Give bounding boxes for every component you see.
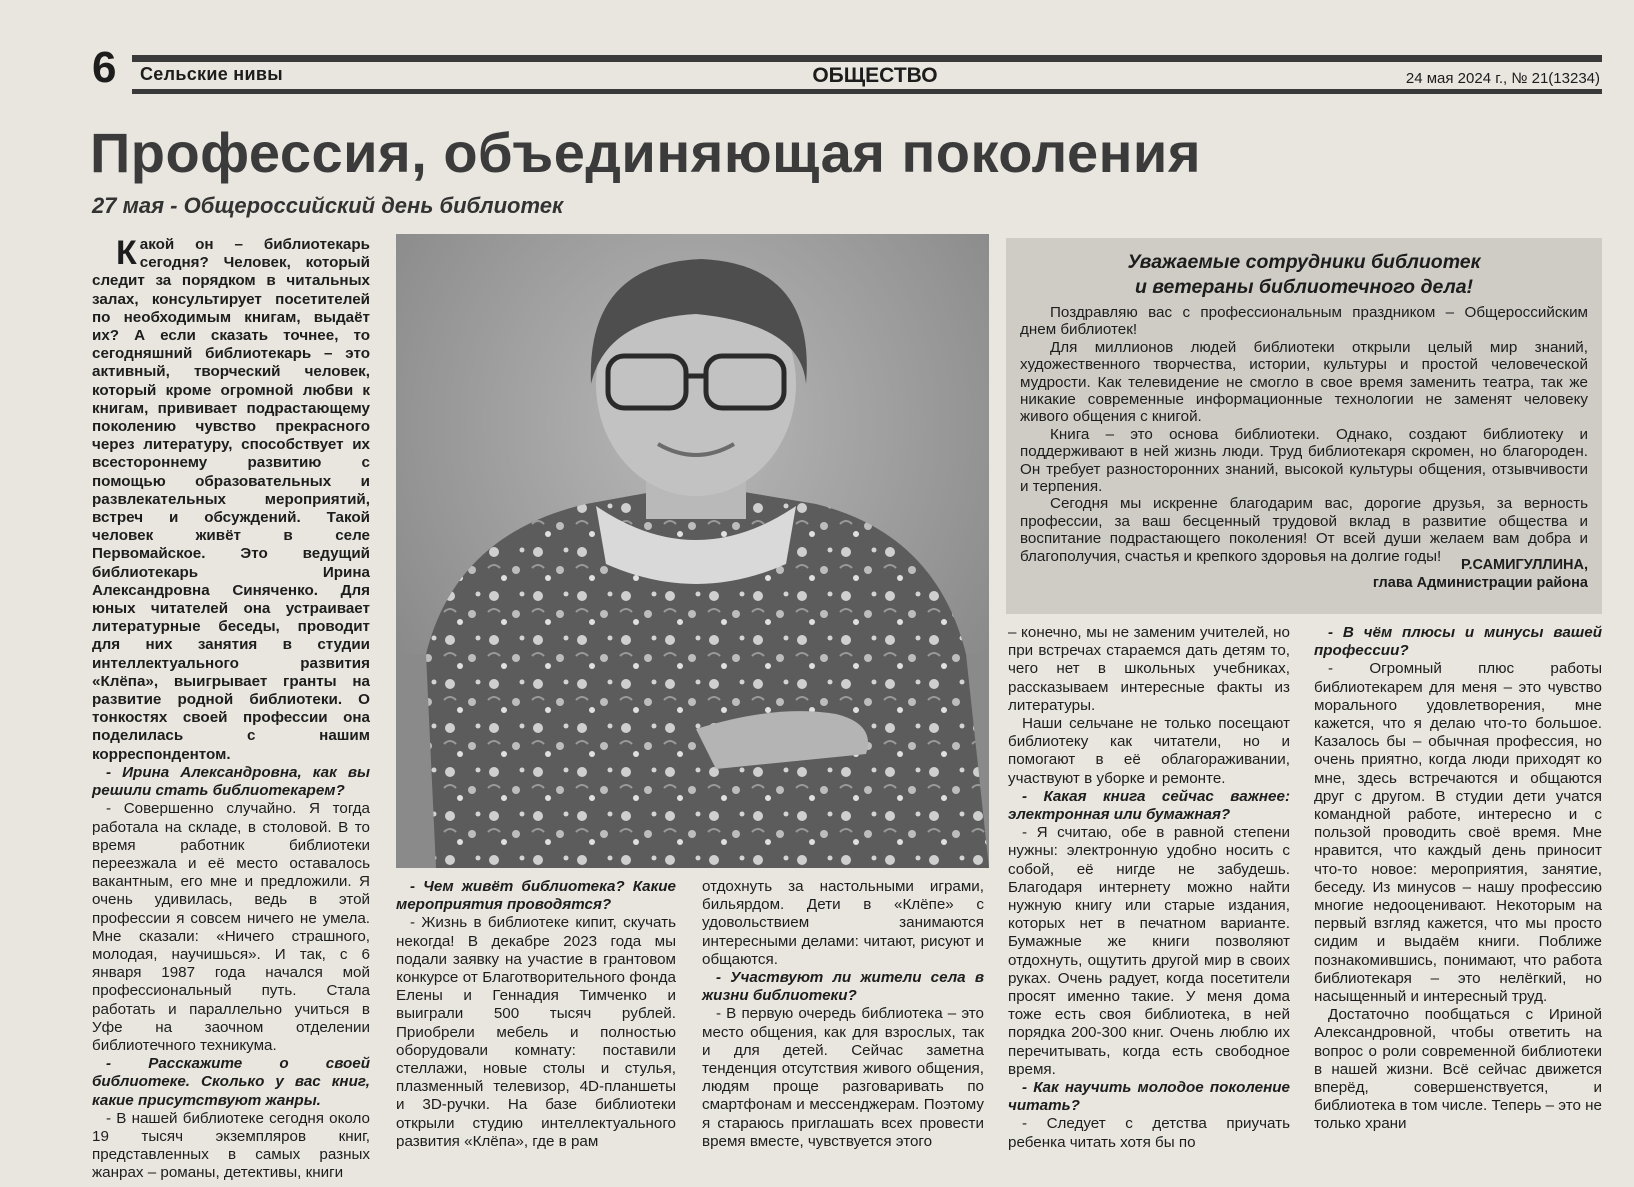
article-paragraph: Наши сельчане не только посещают библиотеку как читатели, но и помогают в её облагораживании, участвуют в уборке и ремонте. <box>1008 715 1290 787</box>
newspaper-name: Сельские нивы <box>140 64 283 84</box>
header-rule-top <box>132 55 1602 62</box>
article-column-3 <box>702 878 984 1151</box>
page-number: 6 <box>92 43 117 92</box>
interview-question: - Чем живёт библиотека? Какие мероприятия проводятся? <box>396 878 676 914</box>
greeting-title-line-1: Уважаемые сотрудники библиотек <box>1127 251 1481 273</box>
article-paragraph: - Жизнь в библиотеке кипит, скучать некогда! В декабре 2023 года мы подали заявку на участие в грантовом конкурсе от Благотворительного фонда Елены и Геннадия Тимченко и выиграли 500 тысяч рублей. Приобрели мебель и полностью оборудовали комнату: поставили стеллажи, новые столы и стулья, плазменный телевизор, 4D-планшеты и 3D-ручки. На базе библиотеки открыли студию интеллектуального развития «Клёпа», где в рам <box>396 914 676 1150</box>
interview-question: - Участвуют ли жители села в жизни библиотеки? <box>702 969 984 1005</box>
issue-date: 24 мая 2024 г., № 21(13234) <box>1405 70 1600 87</box>
greeting-body <box>1020 304 1588 565</box>
greeting-title-line-2: и ветераны библиотечного дела! <box>1134 276 1474 298</box>
portrait-photo <box>396 234 989 868</box>
drop-cap: К <box>116 234 137 272</box>
interview-question: - Какая книга сейчас важнее: электронная или бумажная? <box>1008 787 1290 824</box>
header-rule-bottom <box>132 89 1602 94</box>
greeting-title <box>1016 250 1592 300</box>
article-column-4 <box>1008 624 1290 1152</box>
portrait-illustration <box>396 234 989 868</box>
article-subheadline: 27 мая - Общероссийский день библиотек <box>92 193 564 218</box>
signature-title: глава Администрации района <box>1372 575 1588 591</box>
article-column-2 <box>396 878 676 1151</box>
article-paragraph: - Огромный плюс работы библиотекарем для меня – это чувство морального удовлетворения, мне кажется, что я делаю что-то большое. Казалось бы – обычная профессия, но очень приятно, когда люди приходят ко мне, здесь встречаются и общаются друг с другом. В студии дети учатся командной работе, интересно и с пользой проводить своё время. Мне нравится, что каждый день приносит что-то новое: мероприятия, занятие, беседу. Из минусов – нашу профессию многие недооценивают. Некоторым на первый взгляд кажется, что мы просто сидим и выдаём книги. Поближе познакомившись, понимают, что работа библиотекаря – это нелёгкий, но насыщенный и интересный труд. <box>1314 660 1602 1006</box>
lead-text: акой он – библиотекарь сегодня? Человек, который следит за порядком в читальных залах, консультирует посетителей по необходимым книгам, выдаёт их? А если сказать точнее, то сегодняшний библиотекарь – это активный, творческий человек, который кроме огромной любви к книгам, прививает подрастающему поколению чувство прекрасного через литературу, способствует их всестороннему развитию с помощью образовательных и развлекательных мероприятий, встреч и обсуждений. Такой человек живёт в селе Первомайское. Это ведущий библиотекарь Ирина Александровна Синяченко. Для юных читателей она устраивает литературные беседы, проводит для них занятия в студии интеллектуального развития «Клёпа», выигрывает гранты на развитие родной библиотеки. О тонкостях своей профессии она поделилась с нашим корреспондентом. <box>92 236 370 763</box>
column-1-body <box>92 764 370 1183</box>
article-column-5 <box>1314 624 1602 1134</box>
interview-question: - Как научить молодое поколение читать? <box>1008 1079 1290 1115</box>
greeting-paragraph: Сегодня мы искренне благодарим вас, дорогие друзья, за верность профессии, за ваш бесценный трудовой вклад в развитие общества и воспитание подрастающего поколения! От всей души желаем вам добра и благополучия, счастья и крепкого здоровья на долгие годы! <box>1020 495 1588 565</box>
interview-question: - Расскажите о своей библиотеке. Сколько у вас книг, какие присутствуют жанры. <box>92 1055 370 1109</box>
article-headline: Профессия, объединяющая поколения <box>90 121 1202 184</box>
section-label: ОБЩЕСТВО <box>812 64 938 87</box>
article-column-1 <box>92 236 370 1183</box>
article-paragraph: отдохнуть за настольными играми, бильярдом. Дети в «Клёпе» с удовольствием занимаются интересными делами: читают, рисуют и общаются. <box>702 878 984 968</box>
interview-question: - В чём плюсы и минусы вашей профессии? <box>1314 624 1602 660</box>
article-paragraph: – конечно, мы не заменим учителей, но при встречах стараемся дать детям то, чего нет в школьных учебниках, рассказываем интересные факты из литературы. <box>1008 624 1290 714</box>
interview-question: - Ирина Александровна, как вы решили стать библиотекарем? <box>92 763 370 800</box>
lead-paragraph <box>92 236 370 764</box>
article-paragraph: Достаточно пообщаться с Ириной Александровной, чтобы ответить на вопрос о роли современной библиотеки в нашей жизни. Всё сейчас движется вперёд, совершенствуется, и библиотека в том числе. Теперь – это не только храни <box>1314 1006 1602 1133</box>
article-paragraph: - Я считаю, обе в равной степени нужны: электронную удобно носить с собой, её нигде не забудешь. Благодаря интернету можно найти нужную книгу или старые издания, которых нет в печатном варианте. Бумажные же книги позволяют отдохнуть, ощутить другой мир в своих руках. Очень радует, когда посетители просят именно такие. У меня дома тоже есть своя библиотека, в ней порядка 200-300 книг. Очень люблю их перечитывать, когда есть свободное время. <box>1008 824 1290 1078</box>
article-paragraph: - В нашей библиотеке сегодня около 19 тысяч экземпляров книг, представленных в самых разных жанрах – романы, детективы, книги <box>92 1109 370 1182</box>
article-paragraph: - Совершенно случайно. Я тогда работала на складе, в столовой. В то время работник библиотеки переезжала и её место оставалось вакантным, его мне и предложили. Я очень удивилась, ведь в этой профессии я совсем ничего не умела. Мне сказали: «Ничего страшного, молодая, научишься». И так, с 6 января 1987 года начался мой профессиональный путь. Стала работать и параллельно учиться в Уфе на заочном отделении библиотечного техникума. <box>92 800 370 1054</box>
article-paragraph: - В первую очередь библиотека – это место общения, как для взрослых, так и для детей. Сейчас заметна тенденция отсутствия живого общения, людям проще разговаривать по смартфонам и мессенджерам. Поэтому я стараюсь приглашать всех провести время вместе, чувствуется этого <box>702 1005 984 1150</box>
greeting-paragraph: Для миллионов людей библиотеки открыли целый мир знаний, художественного творчества, истории, культуры и простой человеческой мудрости. Как телевидение не смогло в свое время заменить театра, так же никакие современные информационные технологии не заменят человеку живого общения с книгой. <box>1020 338 1588 426</box>
greeting-signature <box>1373 556 1588 592</box>
article-paragraph: - Следует с детства приучать ребенка читать хотя бы по <box>1008 1115 1290 1151</box>
greeting-paragraph: Книга – это основа библиотеки. Однако, создают библиотеку и поддерживают в ней жизнь люди. Труд библиотекаря скромен, но благороден. Он требует разносторонних знаний, высокой культуры общения, отзывчивости и терпения. <box>1020 425 1588 496</box>
signature-name: Р.САМИГУЛЛИНА, <box>1460 557 1588 573</box>
greeting-paragraph: Поздравляю вас с профессиональным праздником – Общероссийским днем библиотек! <box>1020 304 1588 339</box>
greeting-box <box>1006 238 1602 614</box>
